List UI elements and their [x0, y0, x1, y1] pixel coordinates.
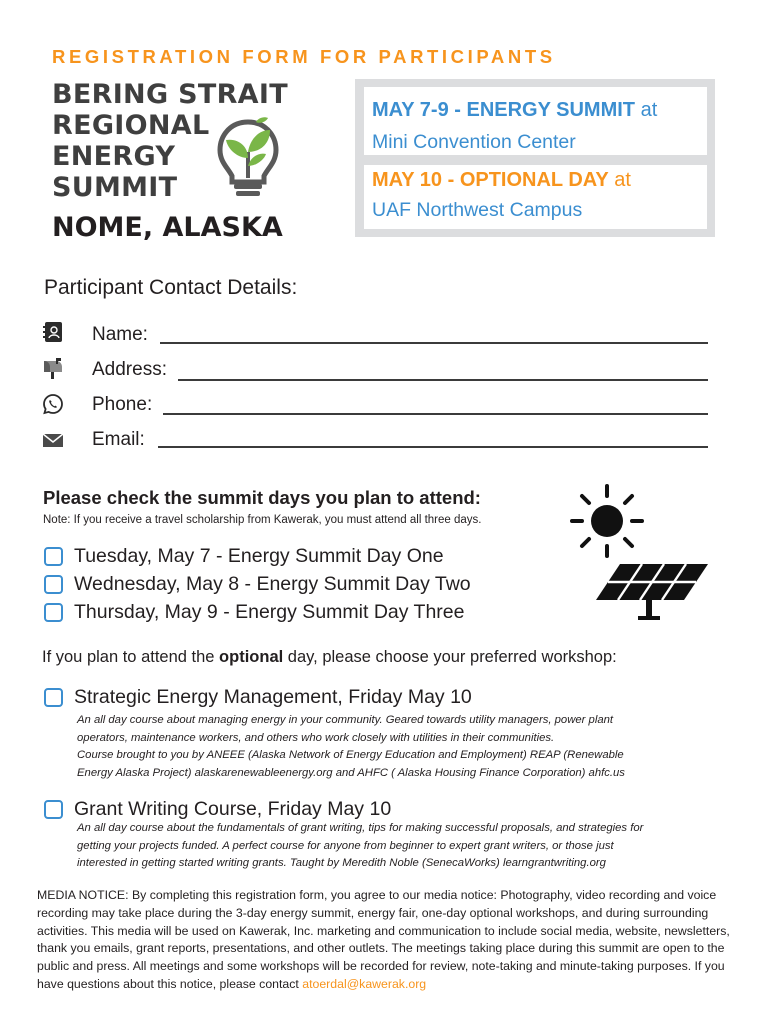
description-line: Energy Alaska Project) alaskarenewableenergy.org and AHFC ( Alaska Housing Finance Corporation) ahfc.us	[77, 766, 625, 779]
description-line: An all day course about the fundamentals of grant writing, tips for making successful proposals, and strategies for	[77, 822, 644, 834]
strategic-energy-description	[77, 712, 727, 782]
address-field[interactable]	[178, 379, 708, 381]
scholarship-note: Note: If you receive a travel scholarship from Kawerak, you must attend all three days.	[43, 514, 482, 526]
optional-at: at	[608, 169, 631, 191]
day-two-checkbox[interactable]	[44, 575, 63, 594]
summit-at: at	[635, 99, 658, 121]
envelope-icon	[42, 429, 64, 451]
mailbox-icon	[42, 357, 64, 379]
form-title: REGISTRATION FORM FOR PARTICIPANTS	[52, 46, 556, 67]
solar-panel-icon	[594, 560, 710, 626]
day-three-checkbox[interactable]	[44, 603, 63, 622]
optional-heading-bold: optional	[219, 648, 284, 666]
optional-day-heading	[42, 648, 617, 667]
description-line: operators, maintenance workers, and others who work closely with utilities in their communities.	[77, 731, 555, 744]
day-one-label: Tuesday, May 7 - Energy Summit Day One	[74, 545, 444, 567]
summit-date-line	[372, 99, 657, 122]
media-notice-text: MEDIA NOTICE: By completing this registration form, you agree to our media notice: Photography, video recording and voice recording may take place during the 3-day energy summit, energy fair, one-day optional workshops, and during surrounding activities. This media will be used on Kawerak, Inc. marketing and communication to include social media, website, newsletters, thank you emails, grant reports, presentations, and other outlets. The meetings taking place during this summit are open to the public and press. All meetings and some workshops will be recorded for review, note-taking and minute-taking purposes. If you have questions about this notice, please contact	[37, 888, 730, 991]
description-line: An all day course about managing energy in your community. Geared towards utility managers, power plant	[77, 714, 614, 726]
contact-email-link[interactable]: atoerdal@kawerak.org	[302, 976, 427, 991]
email-label: Email:	[92, 429, 145, 450]
strategic-energy-checkbox[interactable]	[44, 688, 63, 707]
email-field[interactable]	[158, 446, 708, 448]
sun-icon	[570, 484, 644, 558]
event-dates-box	[355, 79, 715, 237]
location-title: NOME, ALASKA	[52, 212, 283, 243]
description-line: interested in getting started writing grants. Taught by Meredith Noble (SenecaWorks) learngrantwriting.org	[77, 857, 606, 869]
optional-date-panel	[364, 165, 707, 229]
summit-dates: MAY 7-9 - ENERGY SUMMIT	[372, 99, 636, 121]
media-notice	[37, 887, 737, 994]
description-line: Course brought to you by ANEEE (Alaska Network of Energy Education and Employment) REAP (Renewable	[77, 749, 624, 761]
address-label: Address:	[92, 359, 167, 380]
logo-line: SUMMIT	[52, 172, 178, 203]
logo-line: REGIONAL	[52, 110, 210, 141]
logo-line: ENERGY	[52, 141, 176, 172]
day-two-label: Wednesday, May 8 - Energy Summit Day Two	[74, 573, 471, 595]
lightbulb-leaf-logo-icon	[212, 116, 284, 200]
whatsapp-phone-icon	[42, 393, 64, 415]
contact-book-icon	[42, 321, 64, 343]
optional-heading-before: If you plan to attend the	[42, 648, 220, 666]
description-line: getting your projects funded. A perfect course for anyone from beginner to expert grant writers, or those just	[77, 839, 614, 852]
grant-writing-checkbox[interactable]	[44, 800, 63, 819]
phone-label: Phone:	[92, 394, 153, 415]
logo-line: BERING STRAIT	[52, 79, 288, 110]
phone-field[interactable]	[163, 413, 708, 415]
contact-details-heading: Participant Contact Details:	[44, 276, 298, 299]
name-label: Name:	[92, 324, 148, 345]
grant-writing-description	[77, 820, 727, 873]
grant-writing-title: Grant Writing Course, Friday May 10	[74, 798, 392, 820]
optional-venue: UAF Northwest Campus	[372, 199, 583, 221]
summit-venue: Mini Convention Center	[372, 131, 576, 153]
optional-dates: MAY 10 - OPTIONAL DAY	[372, 169, 609, 191]
optional-date-line	[372, 169, 631, 192]
summit-days-heading: Please check the summit days you plan to attend:	[43, 487, 481, 508]
strategic-energy-title: Strategic Energy Management, Friday May 10	[74, 686, 472, 708]
day-three-label: Thursday, May 9 - Energy Summit Day Three	[74, 601, 465, 623]
summit-date-panel	[364, 87, 707, 155]
name-field[interactable]	[160, 342, 708, 344]
day-one-checkbox[interactable]	[44, 547, 63, 566]
optional-heading-after: day, please choose your preferred workshop:	[283, 648, 617, 666]
